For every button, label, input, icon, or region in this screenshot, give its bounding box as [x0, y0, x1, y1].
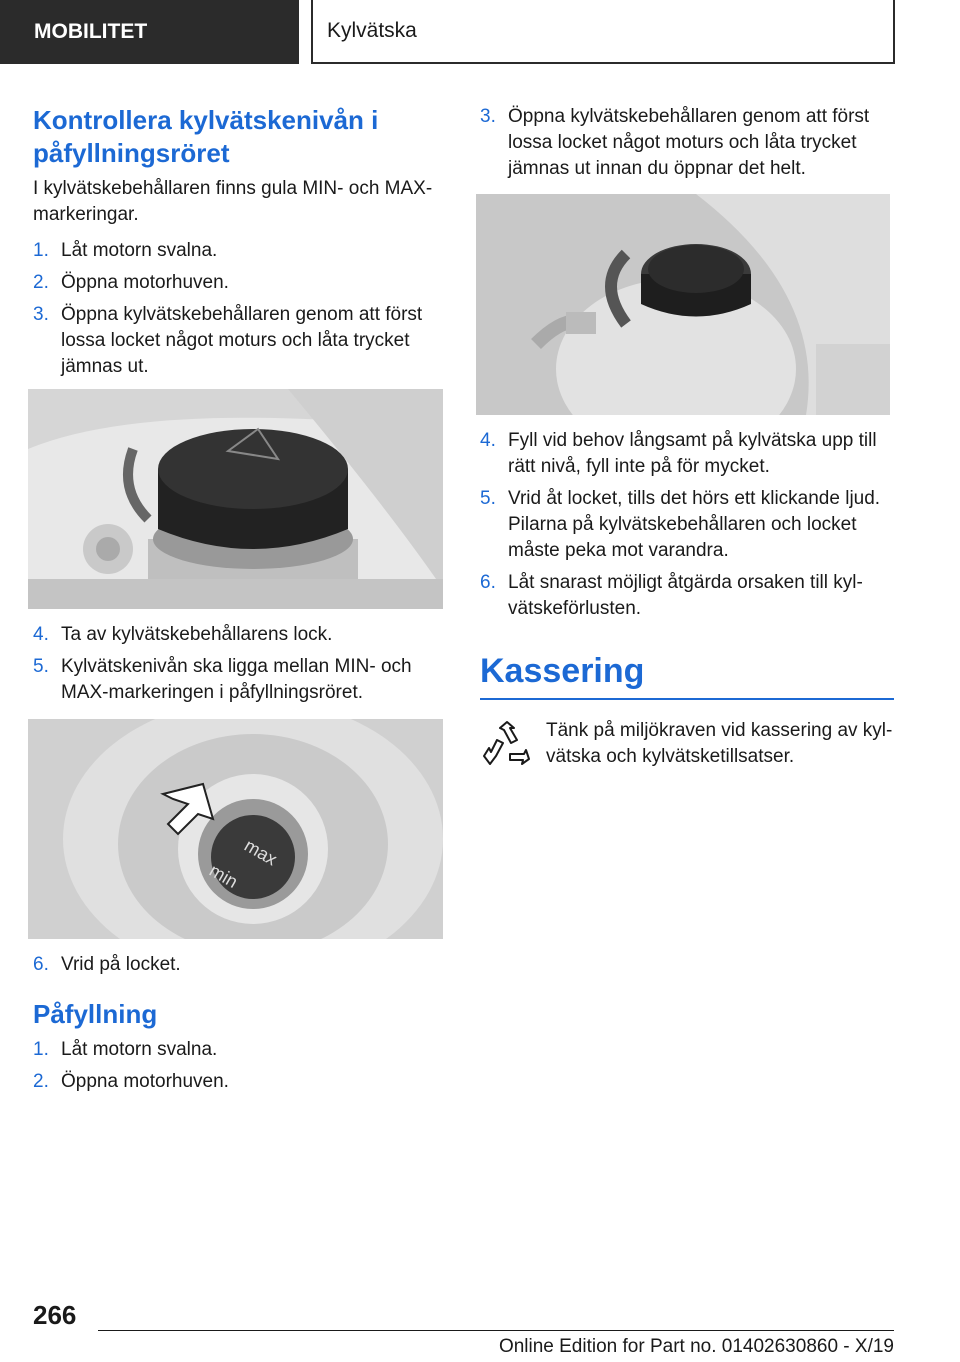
- cap-photo: [28, 389, 443, 609]
- steps-list-right-b: [480, 428, 894, 622]
- reservoir-photo: [476, 194, 890, 415]
- left-column-b: [33, 622, 443, 712]
- footer-divider: [98, 1330, 894, 1331]
- section-tab: [0, 0, 299, 64]
- steps-list-b: [33, 622, 443, 706]
- step-item: 4. Ta av kylvätskebehållarens lock.: [33, 624, 333, 645]
- right-column: [480, 104, 894, 188]
- intro-text: I kylvätskebehållaren finns gula MIN- och MAX-markeringar.: [33, 178, 433, 225]
- step-item: 3. Öppna kylvätskebehållaren genom att först lossa locket något moturs och låta trycket jämnas ut.: [33, 304, 423, 377]
- steps-list-right-a: [480, 104, 894, 182]
- left-column: [33, 104, 443, 386]
- step-item: 1. Låt motorn svalna.: [33, 240, 218, 261]
- step-item: 4. Fyll vid behov långsamt på kylvätska upp till rätt nivå, fyll inte på för mycket.: [480, 430, 877, 477]
- step-item: 5. Vrid åt locket, tills det hörs ett klickande ljud. Pilarna på kylvätskebehållaren och locket måste peka mot varandra.: [480, 488, 881, 561]
- steps-list-a: [33, 238, 443, 380]
- right-column-b: [480, 428, 894, 628]
- step-item: 6. Vrid på locket.: [33, 954, 181, 975]
- disposal-text: Tänk på miljökraven vid kassering av kyl-vätska och kylvätsketillsatser.: [546, 720, 893, 767]
- disposal-heading: Kassering: [480, 652, 894, 700]
- section-title: MOBILITET: [34, 20, 148, 43]
- refill-heading: Påfyllning: [33, 999, 158, 1029]
- left-column-c: [33, 952, 443, 1101]
- step-item: 3. Öppna kylvätskebehållaren genom att först lossa locket något moturs och låta trycket jämnas ut innan du öppnar det helt.: [480, 106, 870, 179]
- filler-neck-photo: [28, 719, 443, 939]
- refill-steps: [33, 1037, 443, 1095]
- section-heading: Kontrollera kylvätskenivån i påfyllningsröret: [33, 105, 379, 168]
- max-label: max: [241, 835, 281, 870]
- min-label: min: [206, 860, 242, 892]
- topic-tab: [311, 0, 895, 64]
- step-item: 2. Öppna motorhuven.: [33, 272, 229, 293]
- footer-edition: Online Edition for Part no. 01402630860 - X/19: [498, 1336, 894, 1357]
- step-item: 6. Låt snarast möjligt åtgärda orsaken till kyl-vätskeförlusten.: [480, 572, 863, 619]
- page-number: 266: [33, 1300, 77, 1330]
- topic-title: Kylvätska: [327, 19, 417, 42]
- recycle-icon: [482, 720, 532, 776]
- step-item: 2. Öppna motorhuven.: [33, 1071, 229, 1092]
- step-item: 5. Kylvätskenivån ska ligga mellan MIN- och MAX-markeringen i påfyllningsröret.: [33, 656, 412, 703]
- step-item: 1. Låt motorn svalna.: [33, 1039, 218, 1060]
- steps-list-c: [33, 952, 443, 978]
